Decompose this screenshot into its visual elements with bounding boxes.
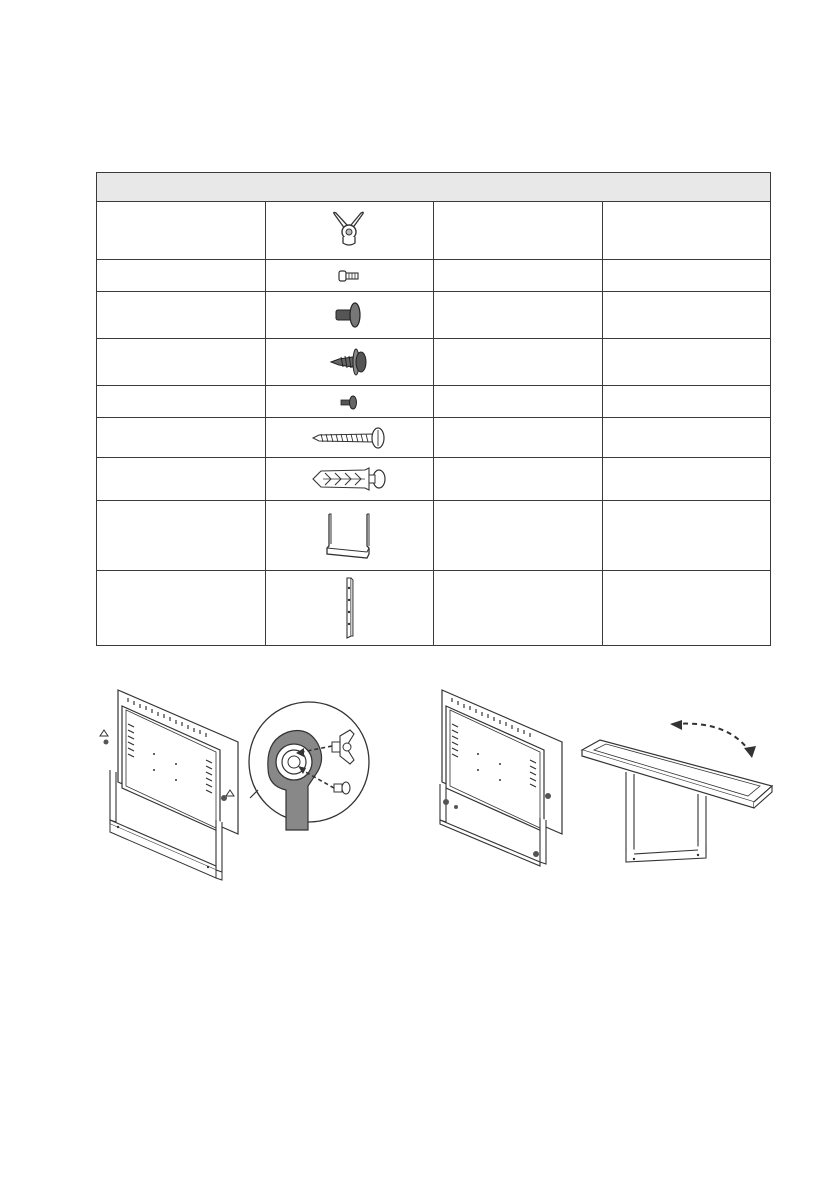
part-qty-cell <box>602 292 771 339</box>
part-image-cell <box>265 386 434 418</box>
table-row <box>97 418 771 458</box>
table-row <box>97 202 771 260</box>
part-description-cell <box>434 292 603 339</box>
table-header-row <box>97 173 771 202</box>
tiny-screw-icon <box>340 394 358 410</box>
part-description-cell <box>434 386 603 418</box>
part-description-cell <box>434 260 603 292</box>
part-qty-cell <box>602 386 771 418</box>
monitor-wing-nut-assembly-icon <box>98 684 248 888</box>
table-row <box>97 571 771 646</box>
monitor-stand-screw-icon <box>436 684 576 888</box>
part-image-cell <box>265 458 434 501</box>
part-number-cell <box>97 418 266 458</box>
wood-screw-icon <box>311 426 387 450</box>
part-qty-cell <box>602 571 771 646</box>
part-description-cell <box>434 202 603 260</box>
part-number-cell <box>97 458 266 501</box>
part-qty-cell <box>602 458 771 501</box>
part-image-cell <box>265 260 434 292</box>
part-number-cell <box>97 260 266 292</box>
part-qty-cell <box>602 260 771 292</box>
illustration-screw-assembly <box>436 684 576 888</box>
wall-anchor-icon <box>309 465 389 493</box>
table-row <box>97 458 771 501</box>
part-description-cell <box>434 458 603 501</box>
u-bracket-icon <box>321 510 377 562</box>
part-number-cell <box>97 202 266 260</box>
part-number-cell <box>97 339 266 386</box>
tilt-rotation-arrow-icon <box>578 710 778 875</box>
flange-tapping-screw-icon <box>329 345 369 379</box>
part-description-cell <box>434 418 603 458</box>
part-image-cell <box>265 339 434 386</box>
table-header-cell <box>97 173 771 202</box>
part-qty-cell <box>602 339 771 386</box>
illustration-tilt <box>578 710 778 875</box>
part-number-cell <box>97 386 266 418</box>
table-row <box>97 260 771 292</box>
part-image-cell <box>265 571 434 646</box>
part-image-cell <box>265 418 434 458</box>
part-description-cell <box>434 339 603 386</box>
pan-head-bolt-icon <box>334 300 364 330</box>
illustration-detail <box>246 690 376 840</box>
part-qty-cell <box>602 501 771 571</box>
parts-table <box>96 172 771 646</box>
table-row <box>97 339 771 386</box>
table-row <box>97 501 771 571</box>
part-image-cell <box>265 501 434 571</box>
mounting-strip-icon <box>341 576 357 640</box>
part-image-cell <box>265 202 434 260</box>
table-row <box>97 386 771 418</box>
part-description-cell <box>434 501 603 571</box>
part-qty-cell <box>602 418 771 458</box>
wing-nut-detail-callout-icon <box>246 690 376 840</box>
part-number-cell <box>97 571 266 646</box>
illustration-assembly <box>98 684 248 888</box>
part-number-cell <box>97 292 266 339</box>
part-qty-cell <box>602 202 771 260</box>
table-row <box>97 292 771 339</box>
part-image-cell <box>265 292 434 339</box>
part-number-cell <box>97 501 266 571</box>
wing-nut-icon <box>329 209 369 253</box>
small-bolt-icon <box>338 269 360 283</box>
part-description-cell <box>434 571 603 646</box>
